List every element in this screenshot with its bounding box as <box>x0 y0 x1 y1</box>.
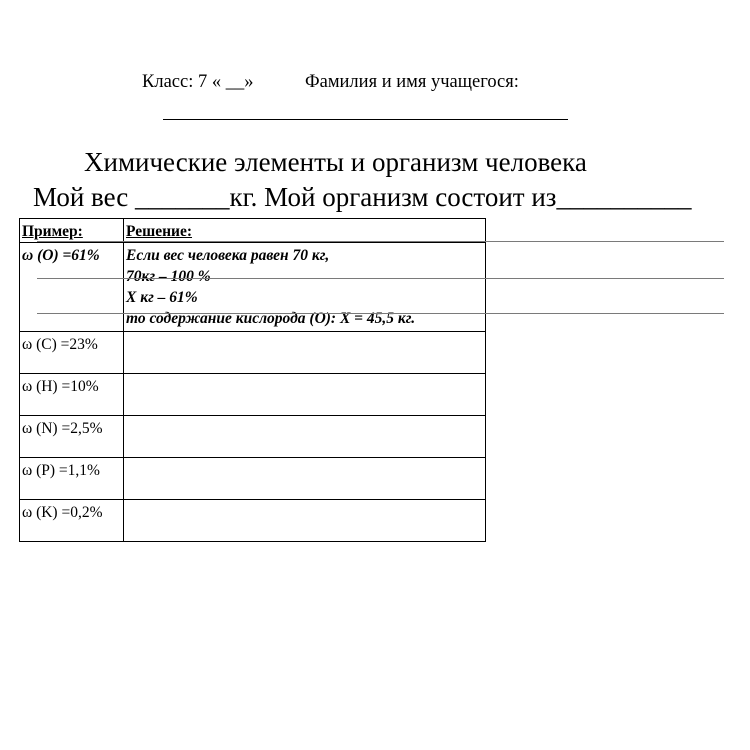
solution-line: то содержание кислорода (O): X = 45,5 кг. <box>126 310 416 327</box>
ruled-line <box>37 313 724 314</box>
ruled-line <box>37 278 724 279</box>
answer-cell[interactable] <box>124 374 486 416</box>
weight-line: Мой вес _______кг. Мой организм состоит из__________ <box>33 182 692 212</box>
solution-column-header: Решение: <box>124 219 486 243</box>
class-label: Класс: 7 « __» <box>142 72 254 92</box>
solution-line: 70кг – 100 % <box>126 268 211 285</box>
worksheet-table <box>19 218 486 542</box>
answer-cell[interactable] <box>124 500 486 542</box>
element-cell: ω (N) =2,5% <box>20 416 124 458</box>
element-cell: ω (H) =10% <box>20 374 124 416</box>
student-name-label: Фамилия и имя учащегося: <box>305 72 519 92</box>
example-element-cell <box>20 243 124 332</box>
element-cell: ω (C) =23% <box>20 332 124 374</box>
example-column-header: Пример: <box>20 219 124 243</box>
answer-cell[interactable] <box>124 416 486 458</box>
element-cell: ω (K) =0,2% <box>20 500 124 542</box>
student-name-underline <box>163 119 568 120</box>
page-title: Химические элементы и организм человека <box>84 147 587 177</box>
solution-line: X кг – 61% <box>126 289 198 306</box>
ruled-line <box>37 241 724 242</box>
example-solution-cell <box>124 243 486 332</box>
answer-cell[interactable] <box>124 458 486 500</box>
answer-cell[interactable] <box>124 332 486 374</box>
example-element: ω (O) =61% <box>22 247 100 264</box>
solution-line: Если вес человека равен 70 кг, <box>126 247 330 264</box>
element-cell: ω (P) =1,1% <box>20 458 124 500</box>
